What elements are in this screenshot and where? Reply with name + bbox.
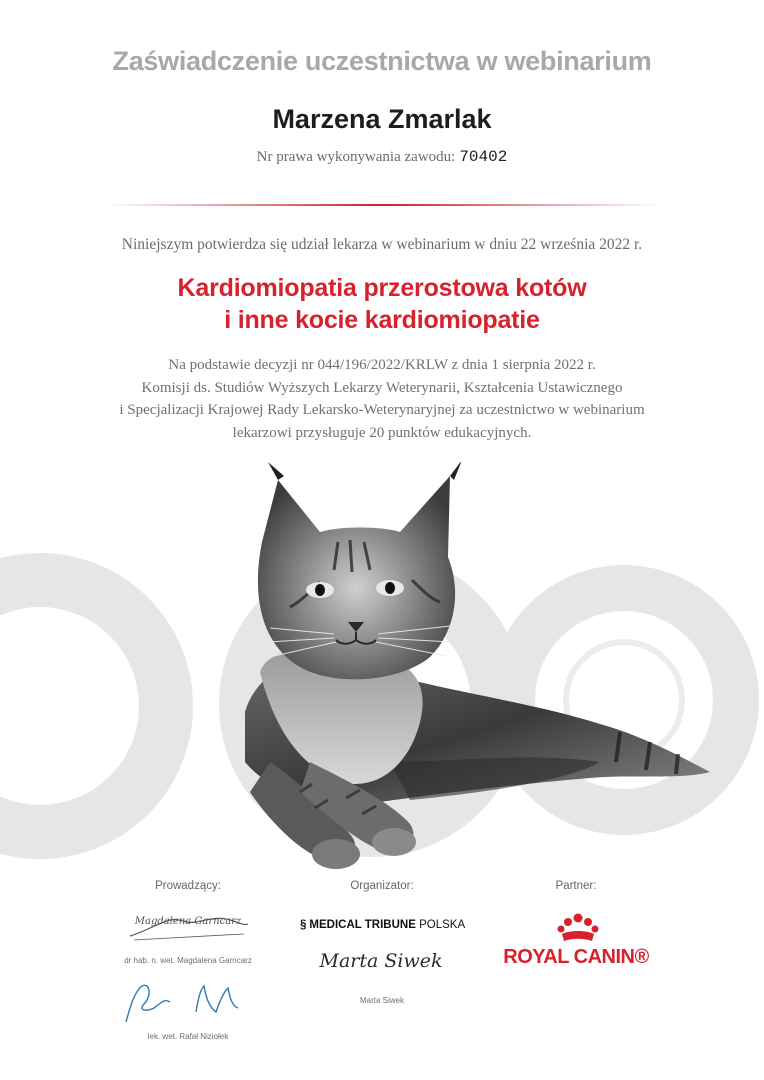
organizer-label: Organizator: xyxy=(350,880,414,892)
certificate-heading: Zaświadczenie uczestnictwa w webinarium xyxy=(112,46,652,76)
host1-signature-text: Magdalena Garncarz xyxy=(134,916,242,927)
webinar-title-line: i inne kocie kardiomiopatie xyxy=(224,306,540,334)
maine-coon-cat-image xyxy=(150,462,710,872)
medical-tribune-logo-text: MEDICAL TRIBUNE xyxy=(309,919,416,931)
description-line: Na podstawie decyzji nr 044/196/2022/KRLW z dnia 1 sierpnia 2022 r. xyxy=(168,357,596,373)
host1-name: dr hab. n. wet. Magdalena Garncarz xyxy=(124,956,252,965)
partner-label: Partner: xyxy=(555,880,597,892)
license-line xyxy=(0,148,764,166)
webinar-title xyxy=(0,272,764,336)
medical-tribune-logo xyxy=(300,919,470,939)
description-line: i Specjalizacji Krajowej Rady Lekarsko-Weterynaryjnej za uczestnictwo w webinarium xyxy=(119,402,645,418)
accreditation-description xyxy=(0,354,764,444)
medical-tribune-mark-icon: § xyxy=(300,919,307,931)
license-label: Nr prawa wykonywania zawodu: xyxy=(256,149,456,165)
ring-left xyxy=(0,580,166,832)
organizer-name: Marta Siwek xyxy=(359,996,404,1005)
organizer-signature: Marta Siwek xyxy=(319,950,443,972)
divider-line xyxy=(104,204,660,206)
hosts-label: Prowadzący: xyxy=(155,880,221,892)
medical-tribune-logo-suffix: POLSKA xyxy=(419,919,466,931)
confirmation-text: Niniejszym potwierdza się udział lekarza w webinarium w dniu 22 września 2022 r. xyxy=(121,236,643,253)
webinar-title-line: Kardiomiopatia przerostowa kotów xyxy=(177,274,587,302)
license-number: 70402 xyxy=(459,148,508,166)
participant-name: Marzena Zmarlak xyxy=(272,104,492,134)
royal-canin-crown-icon xyxy=(556,912,600,944)
royal-canin-logo: ROYAL CANIN® xyxy=(503,946,649,968)
description-line: Komisji ds. Studiów Wyższych Lekarzy Weterynarii, Kształcenia Ustawicznego xyxy=(141,379,623,396)
host2-name: lek. wet. Rafał Niziołek xyxy=(147,1032,229,1041)
description-line: lekarzowi przysługuje 20 punktów edukacyjnych. xyxy=(232,424,532,441)
